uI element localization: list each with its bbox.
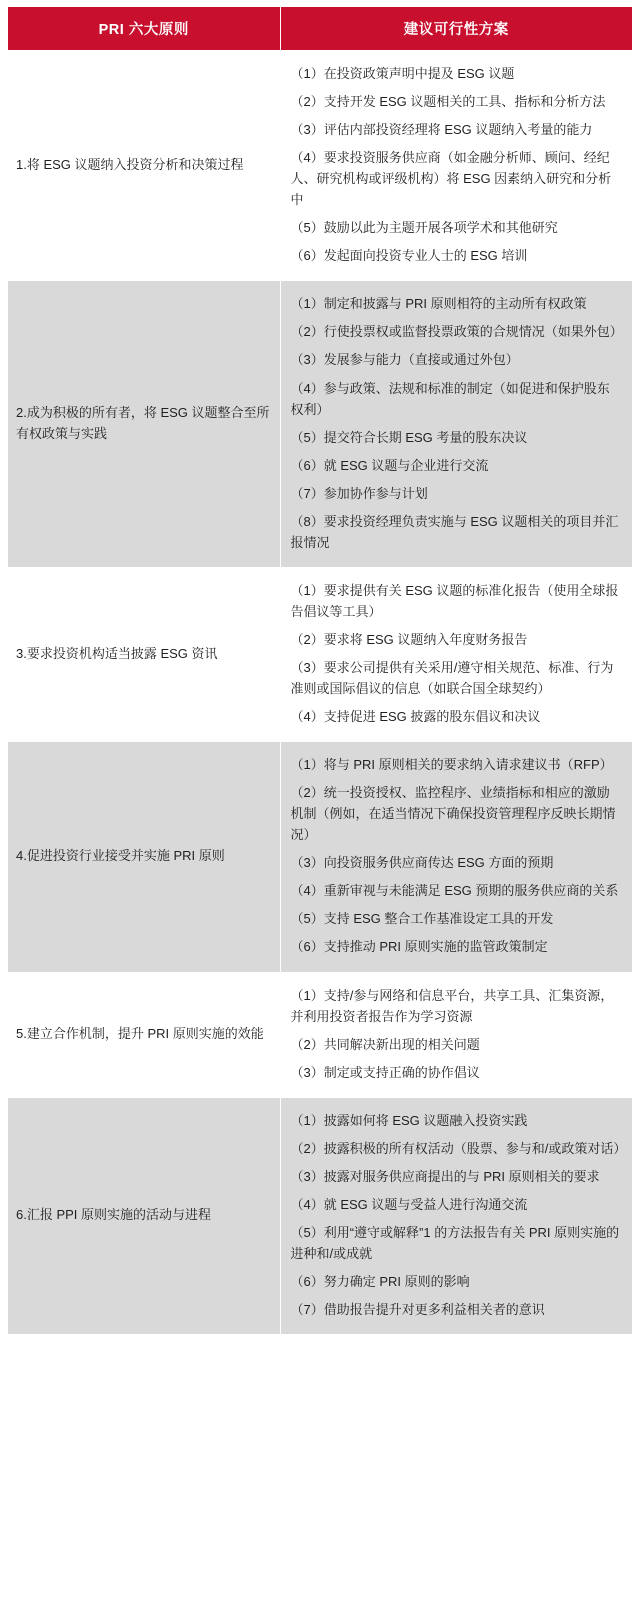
action-item: （3）要求公司提供有关采用/遵守相关规范、标准、行为准则或国际倡议的信息（如联合国全球契约） bbox=[290, 659, 614, 697]
principle-cell: 3.要求投资机构适当披露 ESG 资讯 bbox=[8, 567, 280, 741]
action-item: （1）在投资政策声明中提及 ESG 议题 bbox=[290, 66, 515, 81]
action-item: （5）提交符合长期 ESG 考量的股东决议 bbox=[290, 429, 528, 445]
column-header-principles: PRI 六大原则 bbox=[8, 7, 280, 51]
action-item: （2）共同解决新出现的相关问题 bbox=[290, 1036, 480, 1052]
action-item: （6）努力确定 PRI 原则的影响 bbox=[290, 1273, 470, 1289]
principle-cell: 4.促进投资行业接受并实施 PRI 原则 bbox=[8, 742, 280, 972]
table-row bbox=[8, 742, 632, 972]
table-row bbox=[8, 281, 632, 567]
action-item: （4）支持促进 ESG 披露的股东倡议和决议 bbox=[290, 709, 541, 725]
action-item: （4）参与政策、法规和标准的制定（如促进和保护股东权利） bbox=[290, 380, 610, 417]
action-item: （8）要求投资经理负责实施与 ESG 议题相关的项目并汇报情况 bbox=[290, 513, 619, 550]
action-item: （1）披露如何将 ESG 议题融入投资实践 bbox=[290, 1112, 528, 1128]
action-item: （6）发起面向投资专业人士的 ESG 培训 bbox=[290, 248, 528, 264]
action-item: （2）披露积极的所有权活动（股票、参与和/或政策对话） bbox=[290, 1140, 627, 1156]
actions-cell bbox=[280, 567, 632, 741]
action-item: （4）就 ESG 议题与受益人进行沟通交流 bbox=[290, 1196, 528, 1212]
action-item: （1）制定和披露与 PRI 原则相符的主动所有权政策 bbox=[290, 296, 587, 312]
principle-cell: 6.汇报 PPI 原则实施的活动与进程 bbox=[8, 1097, 280, 1334]
action-item: （6）支持推动 PRI 原则实施的监管政策制定 bbox=[290, 939, 548, 955]
pri-principles-table bbox=[8, 6, 632, 1334]
table-header bbox=[8, 7, 632, 51]
table-row bbox=[8, 51, 632, 281]
principle-cell: 1.将 ESG 议题纳入投资分析和决策过程 bbox=[8, 51, 280, 281]
action-item: （7）参加协作参与计划 bbox=[290, 485, 428, 501]
table-header-row bbox=[8, 7, 632, 51]
principle-cell: 2.成为积极的所有者，将 ESG 议题整合至所有权政策与实践 bbox=[8, 281, 280, 567]
table-row bbox=[8, 567, 632, 741]
column-header-actions: 建议可行性方案 bbox=[280, 7, 632, 51]
principle-cell: 5.建立合作机制，提升 PRI 原则实施的效能 bbox=[8, 972, 280, 1097]
action-item: （4）要求投资服务供应商（如金融分析师、顾问、经纪人、研究机构或评级机构）将 ESG 因素纳入研究和分析中 bbox=[290, 150, 612, 208]
action-item: （7）借助报告提升对更多利益相关者的意识 bbox=[290, 1302, 545, 1318]
action-item: （1）要求提供有关 ESG 议题的标准化报告（使用全球报告倡议等工具） bbox=[290, 582, 619, 619]
action-item: （1）将与 PRI 原则相关的要求纳入请求建议书（RFP） bbox=[290, 757, 613, 773]
actions-cell bbox=[280, 972, 632, 1097]
action-item: （3）发展参与能力（直接或通过外包） bbox=[290, 352, 519, 368]
action-item: （5）利用“遵守或解释”1 的方法报告有关 PRI 原则实施的进种和/或成就 bbox=[290, 1224, 620, 1261]
action-item: （3）披露对服务供应商提出的与 PRI 原则相关的要求 bbox=[290, 1168, 600, 1184]
actions-cell bbox=[280, 281, 632, 567]
action-item: （2）统一投资授权、监控程序、业绩指标和相应的激励机制（例如，在适当情况下确保投资管理程序反映长期情况） bbox=[290, 785, 616, 843]
table-row bbox=[8, 972, 632, 1097]
action-item: （2）要求将 ESG 议题纳入年度财务报告 bbox=[290, 631, 528, 647]
action-item: （1）支持/参与网络和信息平台，共享工具、汇集资源，并利用投资者报告作为学习资源 bbox=[290, 987, 614, 1024]
action-item: （3）向投资服务供应商传达 ESG 方面的预期 bbox=[290, 855, 554, 871]
action-item: （3）评估内部投资经理将 ESG 议题纳入考量的能力 bbox=[290, 122, 593, 138]
action-item: （5）鼓励以此为主题开展各项学术和其他研究 bbox=[290, 220, 558, 236]
action-item: （2）行使投票权或监督投票政策的合规情况（如果外包） bbox=[290, 324, 623, 340]
action-item: （5）支持 ESG 整合工作基准设定工具的开发 bbox=[290, 911, 554, 927]
table-body bbox=[8, 51, 632, 1335]
action-item: （4）重新审视与未能满足 ESG 预期的服务供应商的关系 bbox=[290, 883, 619, 899]
actions-cell bbox=[280, 51, 632, 281]
action-item: （2）支持开发 ESG 议题相关的工具、指标和分析方法 bbox=[290, 94, 606, 110]
action-item: （3）制定或支持正确的协作倡议 bbox=[290, 1064, 480, 1080]
action-item: （6）就 ESG 议题与企业进行交流 bbox=[290, 457, 489, 473]
actions-cell bbox=[280, 1097, 632, 1334]
actions-cell bbox=[280, 742, 632, 972]
table-row bbox=[8, 1097, 632, 1334]
